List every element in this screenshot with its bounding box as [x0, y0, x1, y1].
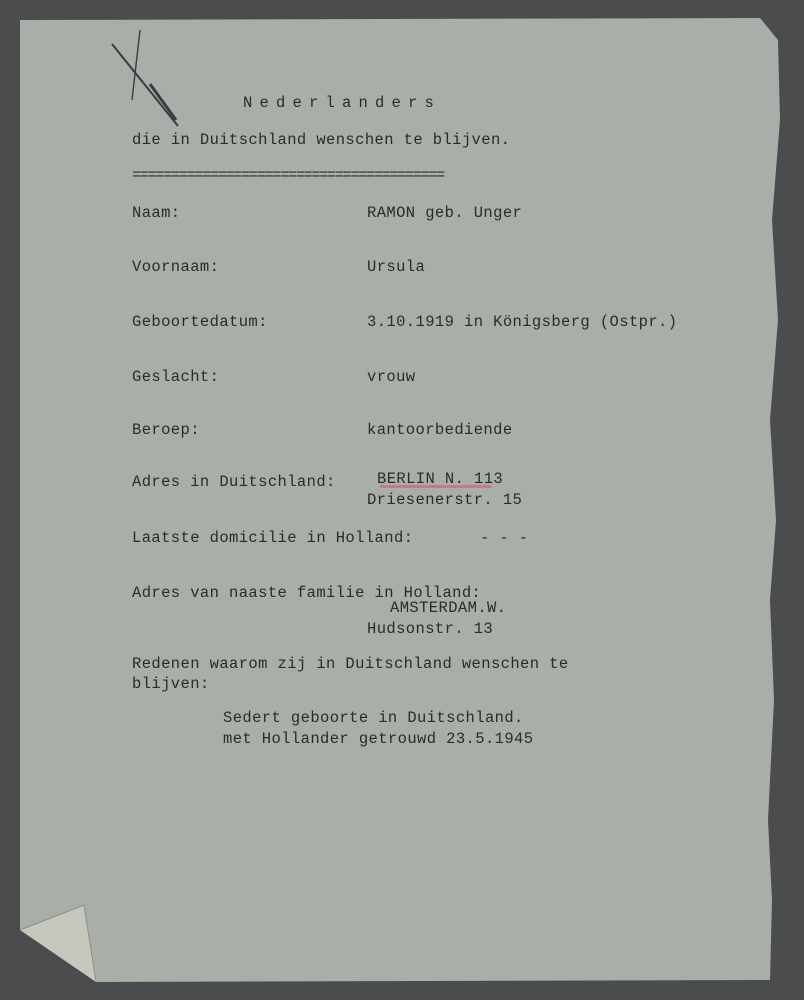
field-label-naam: Naam: [132, 204, 181, 222]
field-label-geslacht: Geslacht: [132, 368, 220, 386]
reasons-label-line-2: blijven: [132, 675, 210, 693]
field-value-beroep: kantoorbediende [367, 421, 513, 439]
field-value-naam: RAMON geb. Unger [367, 204, 523, 222]
family-address-label: Adres van naaste familie in Holland: [132, 584, 482, 602]
field-label-beroep: Beroep: [132, 421, 200, 439]
field-value-geboortedatum: 3.10.1919 in Königsberg (Ostpr.) [367, 313, 678, 331]
field-label-voornaam: Voornaam: [132, 258, 220, 276]
double-rule: ======================================== [132, 167, 445, 184]
reasons-line-2: met Hollander getrouwd 23.5.1945 [223, 730, 534, 748]
family-address-line-2: Hudsonstr. 13 [367, 620, 494, 638]
field-value-geslacht: vrouw [367, 368, 416, 386]
last-domicile-label: Laatste domicilie in Holland: [132, 529, 414, 547]
document-subtitle: die in Duitschland wenschen te blijven. [132, 131, 511, 149]
field-label-geboortedatum: Geboortedatum: [132, 313, 268, 331]
reasons-label-line-1: Redenen waarom zij in Duitschland wenschen te [132, 655, 569, 673]
family-address-line-1: AMSTERDAM.W. [390, 599, 507, 617]
address-line-1: BERLIN N. 113 [377, 470, 504, 488]
field-value-voornaam: Ursula [367, 258, 426, 276]
address-label: Adres in Duitschland: [132, 473, 336, 491]
reasons-line-1: Sedert geboorte in Duitschland. [223, 709, 524, 727]
document-title: Nederlanders [243, 94, 442, 112]
last-domicile-value: - - - [480, 529, 529, 547]
address-line-2: Driesenerstr. 15 [367, 491, 523, 509]
